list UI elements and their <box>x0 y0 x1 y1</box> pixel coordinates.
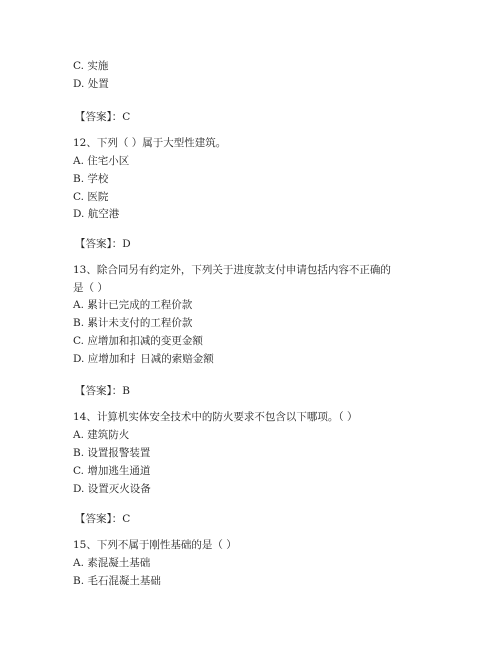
q13-question-line1: 13、除合同另有约定外，下列关于进度款支付申请包括内容不正确的 <box>73 264 391 276</box>
q14-option-b: B. 设置报警装置 <box>73 447 151 459</box>
q13-option-d: D. 应增加和扌日减的索赔金额 <box>73 353 214 365</box>
q12-option-c: C. 医院 <box>73 191 109 203</box>
q14-question: 14、计算机实体安全技术中的防火要求不包含以下哪项。（ ） <box>73 411 358 423</box>
q11-answer: 【答案】：C <box>75 111 131 123</box>
q14-option-d: D. 设置灭火设备 <box>73 483 151 495</box>
q14-answer: 【答案】：C <box>75 513 131 525</box>
q12-question: 12、下列（ ）属于大型性建筑。 <box>73 137 227 149</box>
q13-option-b: B. 累计未支付的工程价款 <box>73 317 193 329</box>
q15-option-b: B. 毛石混凝土基础 <box>73 575 161 587</box>
q15-option-a: A. 素混凝土基础 <box>73 557 151 569</box>
q12-option-a: A. 住宅小区 <box>73 155 130 167</box>
q14-option-a: A. 建筑防火 <box>73 429 130 441</box>
q11-option-d: D. 处置 <box>73 78 109 90</box>
q12-option-b: B. 学校 <box>73 173 109 185</box>
q12-option-d: D. 航空港 <box>73 208 120 220</box>
q13-question-line2: 是（ ） <box>73 282 108 294</box>
q13-option-a: A. 累计已完成的工程价款 <box>73 299 193 311</box>
q15-question: 15、下列不属于刚性基础的是（ ） <box>73 539 237 551</box>
q12-answer: 【答案】：D <box>75 238 131 250</box>
q14-option-c: C. 增加逃生通道 <box>73 465 151 477</box>
q11-option-c: C. 实施 <box>73 60 109 72</box>
q13-option-c: C. 应增加和扣减的变更金额 <box>73 335 203 347</box>
q13-answer: 【答案】：B <box>75 385 130 397</box>
